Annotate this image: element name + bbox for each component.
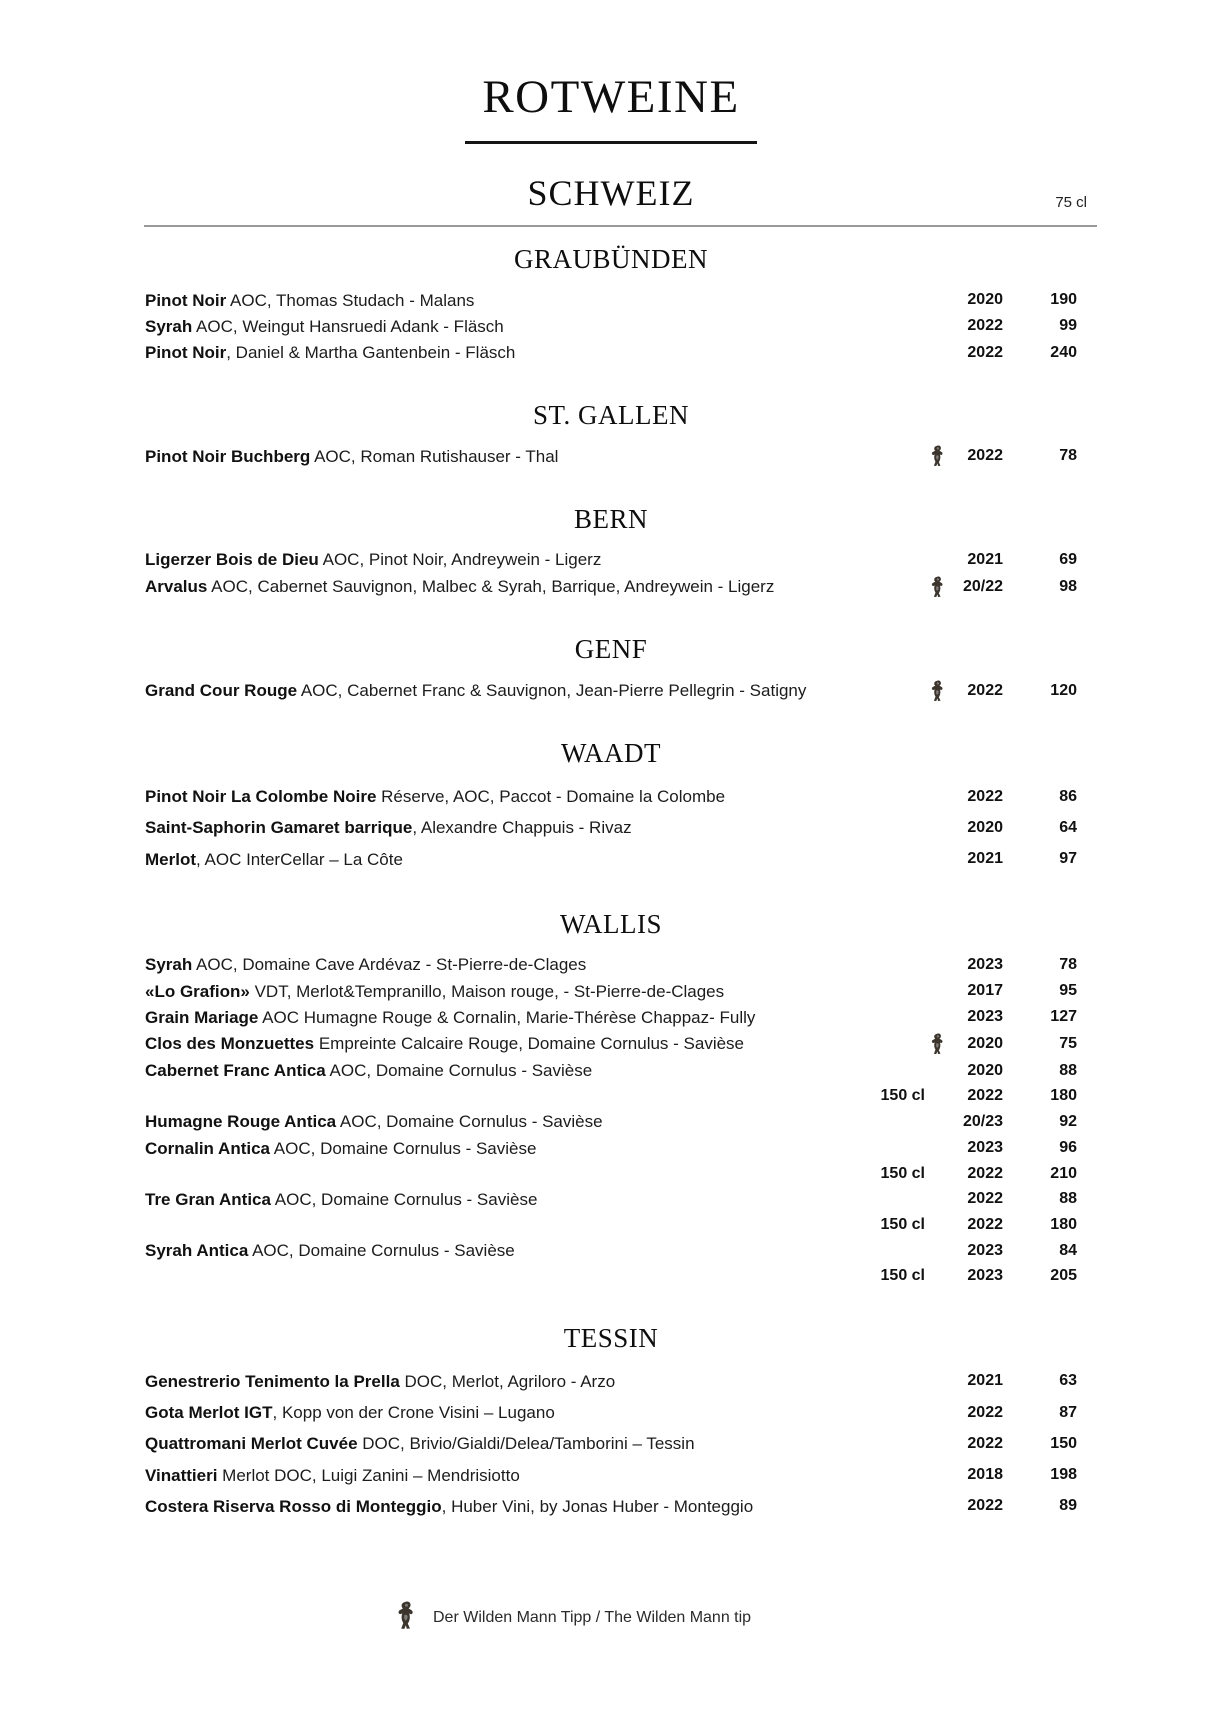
wine-row bbox=[145, 573, 1077, 600]
wine-name bbox=[145, 817, 855, 838]
wine-name bbox=[145, 786, 855, 807]
vintage-cell: 2020 bbox=[967, 291, 1003, 309]
wine-name-bold: Grain Mariage bbox=[145, 1007, 259, 1027]
price-cell: 87 bbox=[1059, 1403, 1077, 1421]
bottle-size-cell: 150 cl bbox=[880, 1087, 925, 1105]
wine-description: AOC, Domaine Cornulus - Savièse bbox=[248, 1241, 515, 1260]
wine-name bbox=[145, 954, 855, 975]
price-cell: 89 bbox=[1059, 1497, 1077, 1515]
wine-description: Empreinte Calcaire Rouge, Domaine Cornulus - Savièse bbox=[314, 1034, 745, 1054]
region-rows bbox=[145, 952, 1077, 1289]
region-title: GRAUBÜNDEN bbox=[514, 244, 708, 274]
header-divider bbox=[144, 225, 1097, 227]
vintage-cell: 2023 bbox=[967, 1267, 1003, 1285]
wine-description: , Kopp von der Crone Visini – Lugano bbox=[272, 1403, 555, 1422]
price-cell: 69 bbox=[1059, 550, 1077, 568]
wine-row bbox=[145, 1161, 1077, 1186]
vintage-cell: 2023 bbox=[967, 1241, 1003, 1259]
region-title: BERN bbox=[573, 503, 648, 534]
wine-row bbox=[145, 1084, 1077, 1109]
region-section bbox=[145, 909, 1077, 1289]
wilden-mann-tip-icon bbox=[925, 680, 945, 702]
vintage-cell: 2020 bbox=[967, 1061, 1003, 1079]
wine-row bbox=[145, 287, 1077, 313]
vintage-cell: 2018 bbox=[967, 1466, 1003, 1484]
wine-name bbox=[145, 316, 855, 337]
wine-name-bold: Merlot bbox=[145, 849, 196, 869]
price-cell: 75 bbox=[1059, 1035, 1077, 1052]
vintage-cell: 2022 bbox=[967, 681, 1003, 699]
region-title: GENF bbox=[574, 634, 648, 664]
wine-name bbox=[145, 549, 855, 570]
country-title: SCHWEIZ bbox=[527, 173, 695, 213]
region-section bbox=[145, 400, 1077, 470]
wine-row bbox=[145, 844, 1077, 875]
wine-description: , Daniel & Martha Gantenbein - Fläsch bbox=[226, 343, 516, 362]
region-rows bbox=[145, 781, 1077, 875]
vintage-cell: 2022 bbox=[967, 787, 1003, 805]
price-cell: 88 bbox=[1059, 1190, 1077, 1208]
wine-name bbox=[145, 1496, 855, 1517]
wine-row bbox=[145, 547, 1077, 573]
vintage-cell: 2022 bbox=[967, 1216, 1003, 1233]
wilden-mann-tip-icon bbox=[925, 1033, 945, 1055]
wine-name-bold: Humagne Rouge Antica bbox=[145, 1112, 337, 1132]
vintage-cell: 2021 bbox=[967, 550, 1003, 568]
vintage-cell: 2022 bbox=[967, 1434, 1003, 1452]
wine-name bbox=[145, 290, 855, 311]
region-rows bbox=[145, 1366, 1077, 1522]
vintage-cell: 2022 bbox=[967, 317, 1003, 335]
wine-row bbox=[145, 1058, 1077, 1084]
wine-row bbox=[145, 340, 1077, 366]
wine-name-bold: Quattromani Merlot Cuvée bbox=[145, 1434, 358, 1454]
wine-description: , Huber Vini, by Jonas Huber - Monteggio bbox=[441, 1496, 754, 1516]
wine-name bbox=[145, 981, 855, 1002]
vintage-cell: 2022 bbox=[967, 1190, 1003, 1208]
wine-row bbox=[145, 812, 1077, 843]
bottle-size-cell: 150 cl bbox=[880, 1216, 925, 1233]
wine-name-bold: Syrah bbox=[145, 955, 193, 975]
wine-row bbox=[145, 1428, 1077, 1459]
region-title: WALLIS bbox=[560, 908, 662, 939]
wine-row bbox=[145, 1264, 1077, 1289]
price-cell: 205 bbox=[1050, 1267, 1077, 1285]
price-cell: 78 bbox=[1059, 447, 1077, 465]
price-cell: 99 bbox=[1059, 317, 1077, 335]
bottle-size-cell: 150 cl bbox=[880, 1267, 925, 1285]
wine-row bbox=[145, 1186, 1077, 1212]
tip-legend-text: Der Wilden Mann Tipp / The Wilden Mann tip bbox=[433, 1609, 752, 1626]
wine-name bbox=[145, 1060, 855, 1081]
wine-name-bold: Tre Gran Antica bbox=[145, 1189, 271, 1209]
price-cell: 120 bbox=[1050, 681, 1077, 699]
wine-name-bold: Saint-Saphorin Gamaret barrique bbox=[145, 818, 413, 838]
wine-row bbox=[145, 1135, 1077, 1161]
wine-row bbox=[145, 978, 1077, 1004]
price-cell: 98 bbox=[1059, 577, 1077, 595]
vintage-cell: 2020 bbox=[967, 1035, 1003, 1052]
price-cell: 92 bbox=[1059, 1112, 1077, 1130]
wine-row bbox=[145, 1031, 1077, 1058]
wine-name bbox=[145, 1138, 855, 1159]
wine-name bbox=[145, 576, 855, 597]
region-title: TESSIN bbox=[563, 1322, 659, 1353]
wine-row bbox=[145, 1238, 1077, 1264]
region-section bbox=[145, 1323, 1077, 1522]
wine-description: Merlot DOC, Luigi Zanini – Mendrisiotto bbox=[217, 1465, 520, 1485]
wine-row bbox=[145, 1491, 1077, 1522]
wine-name bbox=[145, 342, 855, 363]
wine-description: AOC, Cabernet Sauvignon, Malbec & Syrah, Barrique, Andreywein - Ligerz bbox=[207, 576, 775, 596]
wine-name bbox=[145, 446, 855, 467]
wine-name bbox=[145, 1111, 855, 1132]
vintage-cell: 20/23 bbox=[962, 1112, 1003, 1130]
wine-description: DOC, Brivio/Gialdi/Delea/Tamborini – Tessin bbox=[357, 1434, 695, 1454]
wine-description: AOC Humagne Rouge & Cornalin, Marie-Thérèse Chappaz- Fully bbox=[258, 1007, 756, 1027]
vintage-cell: 2022 bbox=[967, 1164, 1003, 1182]
wine-name bbox=[145, 1465, 855, 1486]
price-cell: 88 bbox=[1059, 1061, 1077, 1079]
wine-name-bold: Clos des Monzuettes bbox=[145, 1034, 315, 1054]
wilden-mann-tip-icon bbox=[925, 576, 945, 598]
bottle-size-label: 75 cl bbox=[1055, 194, 1087, 211]
price-cell: 84 bbox=[1059, 1241, 1077, 1259]
vintage-cell: 2021 bbox=[967, 1372, 1003, 1390]
price-cell: 127 bbox=[1050, 1008, 1077, 1026]
wine-row bbox=[145, 952, 1077, 978]
wine-row bbox=[145, 677, 1077, 704]
wine-name-bold: Pinot Noir La Colombe Noire bbox=[145, 787, 377, 806]
wine-name-bold: Syrah bbox=[145, 316, 193, 336]
page-title: ROTWEINE bbox=[482, 71, 740, 123]
wine-description: AOC, Domaine Cornulus - Savièse bbox=[270, 1138, 537, 1158]
wine-description: AOC, Roman Rutishauser - Thal bbox=[310, 446, 559, 466]
price-cell: 150 bbox=[1050, 1434, 1077, 1452]
wine-row bbox=[145, 1460, 1077, 1491]
wine-description: AOC, Weingut Hansruedi Adank - Fläsch bbox=[192, 316, 504, 336]
wine-description: AOC, Domaine Cornulus - Savièse bbox=[270, 1189, 538, 1209]
wine-row bbox=[145, 1213, 1077, 1238]
wine-name bbox=[145, 1402, 855, 1423]
region-rows bbox=[145, 443, 1077, 470]
wine-description: AOC, Cabernet Franc & Sauvignon, Jean-Pierre Pellegrin - Satigny bbox=[297, 680, 807, 700]
price-cell: 86 bbox=[1059, 787, 1077, 805]
wine-sections bbox=[0, 244, 1222, 1522]
vintage-cell: 2022 bbox=[967, 1497, 1003, 1515]
vintage-cell: 2020 bbox=[967, 818, 1003, 836]
region-title: ST. GALLEN bbox=[533, 399, 689, 430]
vintage-cell: 20/22 bbox=[962, 577, 1003, 595]
wine-name-bold: Cabernet Franc Antica bbox=[145, 1061, 326, 1080]
price-cell: 96 bbox=[1059, 1139, 1077, 1157]
vintage-cell: 2017 bbox=[967, 982, 1003, 1000]
price-cell: 95 bbox=[1059, 982, 1077, 1000]
vintage-cell: 2022 bbox=[967, 1403, 1003, 1421]
wine-description: Réserve, AOC, Paccot - Domaine la Colombe bbox=[376, 787, 726, 806]
wine-description: AOC, Domaine Cornulus - Savièse bbox=[325, 1061, 593, 1080]
wine-name bbox=[145, 680, 855, 701]
wine-name-bold: Gota Merlot IGT bbox=[145, 1403, 273, 1422]
wine-name bbox=[145, 1433, 855, 1454]
wine-name-bold: Costera Riserva Rosso di Monteggio bbox=[145, 1496, 442, 1516]
wine-description: , Alexandre Chappuis - Rivaz bbox=[412, 818, 632, 838]
vintage-cell: 2023 bbox=[967, 1008, 1003, 1026]
wine-name-bold: Pinot Noir bbox=[145, 290, 227, 310]
price-cell: 78 bbox=[1059, 955, 1077, 973]
price-cell: 64 bbox=[1059, 818, 1077, 836]
region-title: WAADT bbox=[561, 738, 661, 768]
vintage-cell: 2022 bbox=[967, 1087, 1003, 1105]
wine-description: AOC, Thomas Studach - Malans bbox=[226, 290, 475, 310]
vintage-cell: 2022 bbox=[967, 447, 1003, 465]
wine-description: AOC, Pinot Noir, Andreywein - Ligerz bbox=[318, 550, 602, 570]
wine-row bbox=[145, 1397, 1077, 1428]
wine-name-bold: Pinot Noir Buchberg bbox=[145, 446, 311, 466]
price-cell: 240 bbox=[1050, 343, 1077, 361]
country-header-row bbox=[0, 172, 1222, 216]
vintage-cell: 2022 bbox=[967, 343, 1003, 361]
price-cell: 210 bbox=[1050, 1164, 1077, 1182]
wine-name bbox=[145, 1240, 855, 1261]
region-rows bbox=[145, 677, 1077, 704]
wilden-mann-tip-icon bbox=[925, 445, 945, 467]
wine-name-bold: Grand Cour Rouge bbox=[145, 680, 298, 700]
wilden-mann-tip-icon bbox=[396, 1601, 416, 1635]
wine-name-bold: Cornalin Antica bbox=[145, 1138, 270, 1158]
wine-description: AOC, Domaine Cornulus - Savièse bbox=[336, 1112, 603, 1132]
wine-row bbox=[145, 313, 1077, 339]
region-section bbox=[145, 504, 1077, 600]
wine-row bbox=[145, 443, 1077, 470]
region-section bbox=[145, 244, 1077, 366]
wine-description: DOC, Merlot, Agriloro - Arzo bbox=[399, 1371, 616, 1391]
region-section bbox=[145, 634, 1077, 704]
price-cell: 180 bbox=[1050, 1216, 1077, 1233]
wine-name bbox=[145, 1189, 855, 1210]
region-rows bbox=[145, 287, 1077, 366]
wine-name-bold: «Lo Grafion» bbox=[145, 981, 250, 1001]
wine-name-bold: Genestrerio Tenimento la Prella bbox=[145, 1371, 400, 1391]
wine-row bbox=[145, 1109, 1077, 1135]
wine-name bbox=[145, 1371, 855, 1392]
price-cell: 63 bbox=[1059, 1372, 1077, 1390]
price-cell: 180 bbox=[1050, 1087, 1077, 1105]
price-cell: 190 bbox=[1050, 291, 1077, 309]
wine-name bbox=[145, 1033, 855, 1054]
wine-name bbox=[145, 849, 855, 870]
price-cell: 97 bbox=[1059, 850, 1077, 868]
vintage-cell: 2021 bbox=[967, 850, 1003, 868]
wine-row bbox=[145, 781, 1077, 812]
wine-name-bold: Ligerzer Bois de Dieu bbox=[145, 550, 319, 570]
wine-name-bold: Vinattieri bbox=[145, 1465, 218, 1485]
region-rows bbox=[145, 547, 1077, 600]
wine-name bbox=[145, 1007, 855, 1028]
wine-name-bold: Pinot Noir bbox=[145, 343, 227, 362]
wine-row bbox=[145, 1004, 1077, 1030]
wine-description: , AOC InterCellar – La Côte bbox=[196, 849, 403, 869]
vintage-cell: 2023 bbox=[967, 1139, 1003, 1157]
wine-name-bold: Syrah Antica bbox=[145, 1241, 249, 1260]
wine-description: AOC, Domaine Cave Ardévaz - St-Pierre-de-Clages bbox=[192, 955, 587, 975]
price-cell: 198 bbox=[1050, 1466, 1077, 1484]
tip-legend bbox=[396, 1601, 751, 1635]
wine-row bbox=[145, 1366, 1077, 1397]
wine-description: VDT, Merlot&Tempranillo, Maison rouge, - St-Pierre-de-Clages bbox=[249, 981, 725, 1001]
region-section bbox=[145, 738, 1077, 875]
vintage-cell: 2023 bbox=[967, 955, 1003, 973]
bottle-size-cell: 150 cl bbox=[880, 1164, 925, 1182]
wine-name-bold: Arvalus bbox=[145, 576, 208, 596]
title-underline bbox=[465, 141, 757, 144]
